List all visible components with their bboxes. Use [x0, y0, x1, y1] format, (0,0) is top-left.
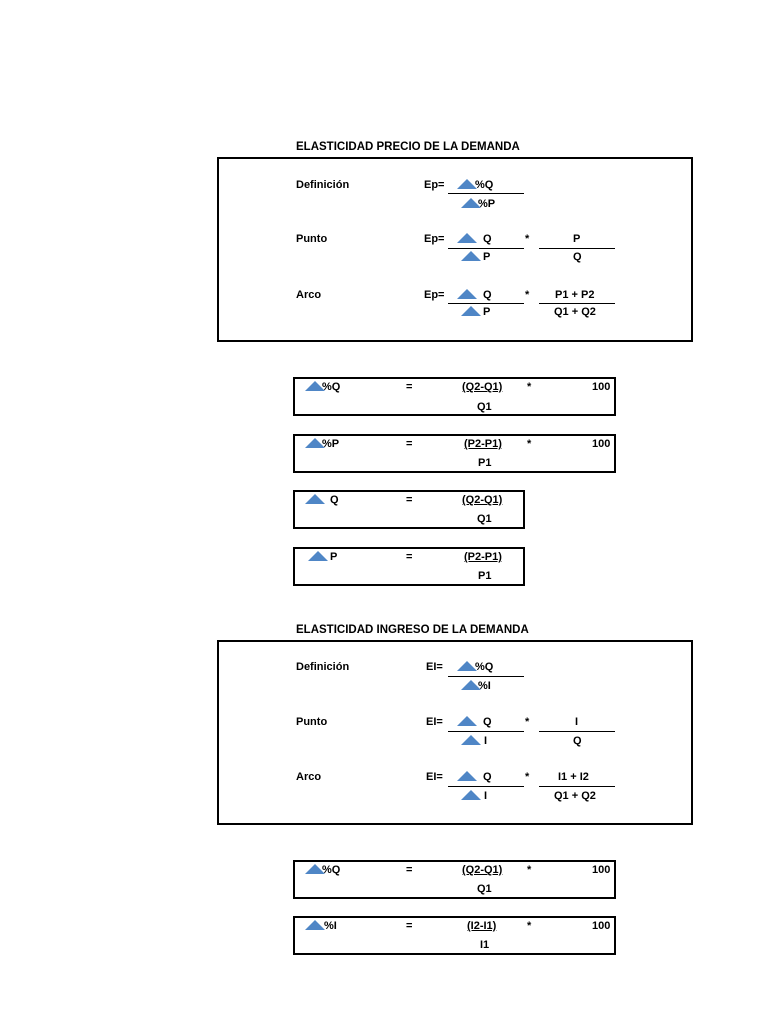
- delta-icon: [308, 551, 328, 561]
- delta-icon: [457, 771, 477, 781]
- delta-icon: [305, 920, 325, 930]
- denominator: %I: [478, 680, 491, 692]
- factor-100: 100: [592, 920, 611, 932]
- multiply-sign: *: [527, 864, 532, 876]
- formula-denominator: Q1: [477, 401, 492, 413]
- denominator: %P: [478, 198, 496, 210]
- numerator: Q: [483, 233, 492, 245]
- row-label-arco: Arco: [296, 771, 322, 783]
- row-label-punto: Punto: [296, 716, 328, 728]
- fraction-bar: [539, 303, 615, 304]
- row-label-definicion: Definición: [296, 179, 350, 191]
- delta-icon: [461, 306, 481, 316]
- formula-numerator: (Q2-Q1): [462, 864, 503, 876]
- denominator: Q: [573, 251, 582, 263]
- numerator: I: [575, 716, 579, 728]
- formula-denominator: Q1: [477, 513, 492, 525]
- ep-label: Ep=: [424, 233, 445, 245]
- formula-box-pct-i: [293, 916, 616, 955]
- ingreso-definitions-box: [217, 640, 693, 825]
- fraction-bar: [448, 731, 524, 732]
- fraction-bar: [539, 731, 615, 732]
- ep-label: Ep=: [424, 289, 445, 301]
- ep-label: Ep=: [424, 179, 445, 191]
- delta-icon: [457, 179, 477, 189]
- equals-sign: =: [406, 551, 413, 563]
- fraction-bar: [448, 303, 524, 304]
- section-title-precio: ELASTICIDAD PRECIO DE LA DEMANDA: [296, 141, 520, 153]
- multiply-sign: *: [525, 716, 530, 728]
- equals-sign: =: [406, 920, 413, 932]
- ei-label: EI=: [426, 661, 443, 673]
- delta-icon: [457, 233, 477, 243]
- formula-numerator: (P2-P1): [464, 438, 502, 450]
- equals-sign: =: [406, 438, 413, 450]
- denominator: I: [484, 790, 488, 802]
- fraction-bar: [448, 786, 524, 787]
- equals-sign: =: [406, 381, 413, 393]
- delta-icon: [461, 251, 481, 261]
- numerator: I1 + I2: [558, 771, 589, 783]
- delta-icon: [461, 735, 481, 745]
- multiply-sign: *: [525, 233, 530, 245]
- multiply-sign: *: [527, 381, 532, 393]
- formula-denominator: Q1: [477, 883, 492, 895]
- numerator: Q: [483, 771, 492, 783]
- denominator: Q: [573, 735, 582, 747]
- multiply-sign: *: [527, 438, 532, 450]
- numerator: %Q: [475, 661, 494, 673]
- section-title-ingreso: ELASTICIDAD INGRESO DE LA DEMANDA: [296, 624, 529, 636]
- ei-label: EI=: [426, 716, 443, 728]
- formula-box-pct-q: [293, 377, 616, 416]
- numerator: P: [573, 233, 581, 245]
- delta-icon: [457, 289, 477, 299]
- numerator: %Q: [475, 179, 494, 191]
- formula-numerator: (I2-I1): [467, 920, 497, 932]
- multiply-sign: *: [525, 771, 530, 783]
- delta-icon: [457, 716, 477, 726]
- formula-box-pct-p: [293, 434, 616, 473]
- denominator: P: [483, 306, 491, 318]
- row-label-arco: Arco: [296, 289, 322, 301]
- denominator: P: [483, 251, 491, 263]
- factor-100: 100: [592, 381, 611, 393]
- equals-sign: =: [406, 494, 413, 506]
- formula-symbol: %Q: [322, 381, 341, 393]
- denominator: Q1 + Q2: [554, 790, 596, 802]
- fraction-bar: [448, 676, 524, 677]
- formula-denominator: P1: [478, 457, 492, 469]
- delta-icon: [305, 494, 325, 504]
- factor-100: 100: [592, 438, 611, 450]
- factor-100: 100: [592, 864, 611, 876]
- row-label-punto: Punto: [296, 233, 328, 245]
- delta-icon: [457, 661, 477, 671]
- formula-numerator: (Q2-Q1): [462, 494, 503, 506]
- formula-denominator: I1: [480, 939, 490, 951]
- formula-symbol: %P: [322, 438, 340, 450]
- numerator: P1 + P2: [555, 289, 595, 301]
- denominator: Q1 + Q2: [554, 306, 596, 318]
- multiply-sign: *: [527, 920, 532, 932]
- delta-icon: [461, 790, 481, 800]
- formula-symbol: %I: [324, 920, 337, 932]
- denominator: I: [484, 735, 488, 747]
- formula-symbol: Q: [330, 494, 339, 506]
- fraction-bar: [539, 248, 615, 249]
- equals-sign: =: [406, 864, 413, 876]
- formula-numerator: (P2-P1): [464, 551, 502, 563]
- formula-box-pct-q: [293, 860, 616, 899]
- formula-numerator: (Q2-Q1): [462, 381, 503, 393]
- multiply-sign: *: [525, 289, 530, 301]
- fraction-bar: [539, 786, 615, 787]
- formula-symbol: P: [330, 551, 338, 563]
- fraction-bar: [448, 248, 524, 249]
- numerator: Q: [483, 716, 492, 728]
- ei-label: EI=: [426, 771, 443, 783]
- precio-definitions-box: [217, 157, 693, 342]
- formula-symbol: %Q: [322, 864, 341, 876]
- row-label-definicion: Definición: [296, 661, 350, 673]
- numerator: Q: [483, 289, 492, 301]
- formula-denominator: P1: [478, 570, 492, 582]
- fraction-bar: [448, 193, 524, 194]
